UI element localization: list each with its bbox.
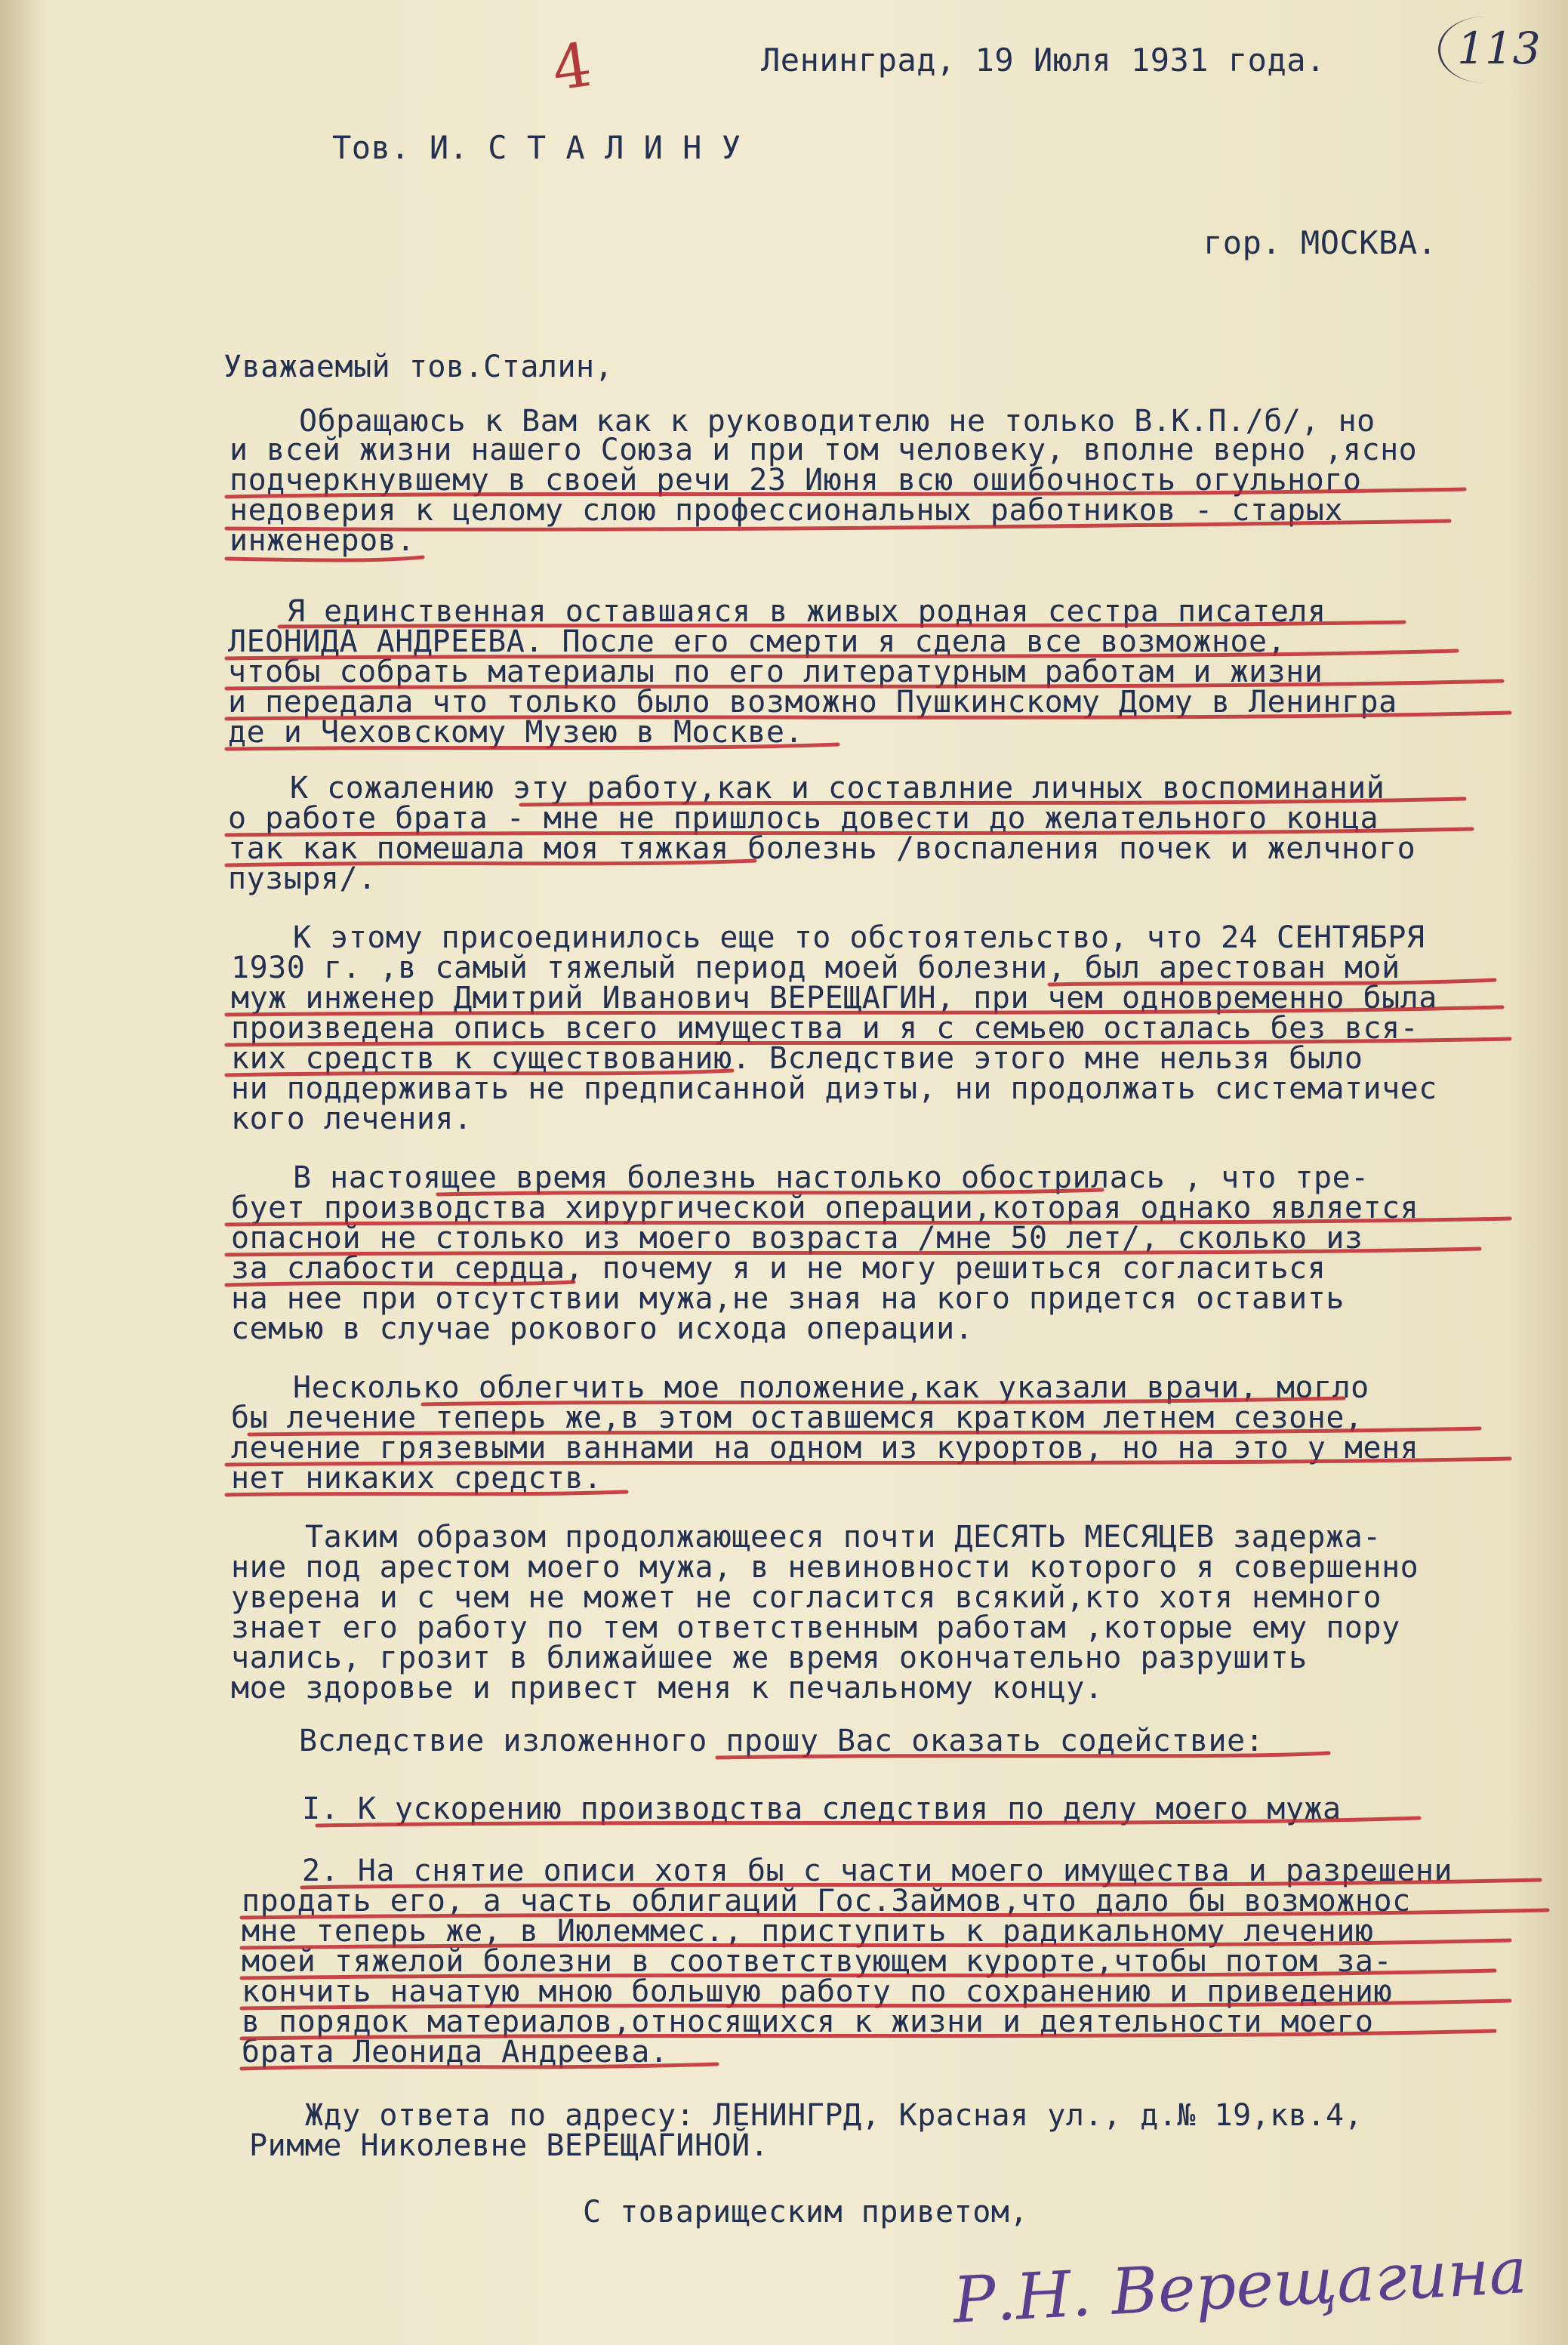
body-line: инженеров. <box>230 523 415 558</box>
body-line: продать его, а часть облигаций Гос.Займов,что дало бы возможнос <box>242 1884 1411 1918</box>
body-line: и передала что только было возможно Пушкинскому Дому в Ленингра <box>228 685 1397 720</box>
body-line: чались, грозит в ближайшее же время окончательно разрушить <box>231 1641 1308 1675</box>
addressee: Тов. И. С Т А Л И Н У <box>332 129 741 166</box>
city: гор. МОСКВА. <box>1203 224 1437 261</box>
signature: Р.Н. Верещагина <box>950 2233 1529 2337</box>
body-line: в порядок материалов,относящихся к жизни и деятельности моего <box>242 2004 1374 2039</box>
body-line: де и Чеховскому Музею в Москве. <box>228 715 804 750</box>
body-line: мое здоровье и привест меня к печальному концу. <box>231 1671 1104 1706</box>
body-line: ких средств к существованию. Вследствие этого мне нельзя было <box>231 1041 1363 1076</box>
archive-number: 113 <box>1457 23 1541 74</box>
body-line: моей тяжелой болезни в соответствующем курорте,чтобы потом за- <box>242 1944 1393 1979</box>
body-line: ние под арестом моего мужа, в невиновности которого я совершенно <box>231 1550 1419 1585</box>
body-line: семью в случае рокового исхода операции. <box>231 1311 974 1346</box>
body-line: так как помешала моя тяжкая болезнь /воспаления почек и желчного <box>228 831 1416 866</box>
body-line: Обращаюсь к Вам как к руководителю не только В.К.П./б/, но <box>299 404 1375 439</box>
body-line: мне теперь же, в Июлеммес., приступить к радикальному лечению <box>242 1914 1374 1949</box>
body-line: бует производства хирургической операции,которая однако является <box>231 1191 1419 1225</box>
body-line: К этому присоединилось еще то обстоятельство, что 24 СЕНТЯБРЯ <box>293 920 1425 955</box>
place-date: Ленинград, 19 Июля 1931 года. <box>761 42 1326 79</box>
body-line: ЛЕОНИДА АНДРЕЕВА. После его смерти я сдела все возможное, <box>228 624 1286 659</box>
body-line: чтобы собрать материалы по его литературным работам и жизни <box>228 655 1323 689</box>
body-line: Вследствие изложенного прошу Вас оказать содействие: <box>299 1724 1265 1758</box>
body-line: подчеркнувшему в своей речи 23 Июня всю ошибочность огульного <box>230 463 1362 498</box>
body-line: за слабости сердца, почему я и не могу решиться согласиться <box>231 1251 1326 1286</box>
body-line: произведена опись всего имущества и я с семьею осталась без вся- <box>231 1011 1419 1046</box>
body-line: бы лечение теперь же,в этом оставшемся кратком летнем сезоне, <box>231 1401 1363 1435</box>
body-line: кончить начатую мною большую работу по сохранению и приведению <box>242 1974 1393 2009</box>
salutation: Уважаемый тов.Сталин, <box>223 350 614 384</box>
body-line: кого лечения. <box>231 1102 473 1136</box>
body-line: и всей жизни нашего Союза и при том человеку, вполне верно ,ясно <box>230 433 1418 467</box>
body-line: на нее при отсутствии мужа,не зная на кого придется оставить <box>231 1281 1345 1316</box>
body-line: нет никаких средств. <box>231 1461 602 1496</box>
body-line: Несколько облегчить мое положение,как указали врачи, могло <box>293 1370 1369 1405</box>
body-line: муж инженер Дмитрий Иванович ВЕРЕЩАГИН, при чем одновременно была <box>231 981 1437 1015</box>
handwritten-page-number: 4 <box>547 29 596 105</box>
reply-address: Римме Николевне ВЕРЕЩАГИНОЙ. <box>249 2128 769 2163</box>
body-line: 1930 г. ,в самый тяжелый период моей болезни, был арестован мой <box>231 951 1400 985</box>
body-line: Я единственная оставшаяся в живых родная сестра писателя <box>287 594 1326 629</box>
body-line: Таким образом продолжающееся почти ДЕСЯТЬ МЕСЯЦЕВ задержа- <box>305 1520 1382 1555</box>
closing: С товарищеским приветом, <box>583 2195 1028 2229</box>
request-item-2: 2. На снятие описи хотя бы с части моего имущества и разрешени <box>302 1854 1453 1888</box>
reply-address: Жду ответа по адресу: ЛЕНИНГРД, Красная ул., д.№ 19,кв.4, <box>305 2098 1363 2133</box>
body-line: В настоящее время болезнь настолько обострилась , что тре- <box>293 1160 1369 1195</box>
body-line: уверена и с чем не может не согласится всякий,кто хотя немного <box>231 1580 1382 1615</box>
body-line: К сожалению эту работу,как и составлние личных воспоминаний <box>290 771 1385 806</box>
body-line: ни поддерживать не предписанной диэты, ни продолжать систематичес <box>231 1071 1437 1106</box>
body-line: недоверия к целому слою профессиональных работников - старых <box>230 493 1343 528</box>
body-line: знает его работу по тем ответственным работам ,которые ему пору <box>231 1610 1400 1645</box>
archive-number-stamp <box>1438 17 1541 83</box>
body-line: опасной не столько из моего возраста /мне 50 лет/, сколько из <box>231 1221 1363 1256</box>
body-line: брата Леонида Андреева. <box>242 2035 669 2069</box>
body-line: пузыря/. <box>228 861 377 896</box>
request-item-1: I. К ускорению производства следствия по делу моего мужа <box>302 1792 1342 1826</box>
body-line: лечение грязевыми ваннами на одном из курортов, но на это у меня <box>231 1431 1419 1465</box>
body-line: о работе брата - мне не пришлось довести до желательного конца <box>228 801 1379 836</box>
